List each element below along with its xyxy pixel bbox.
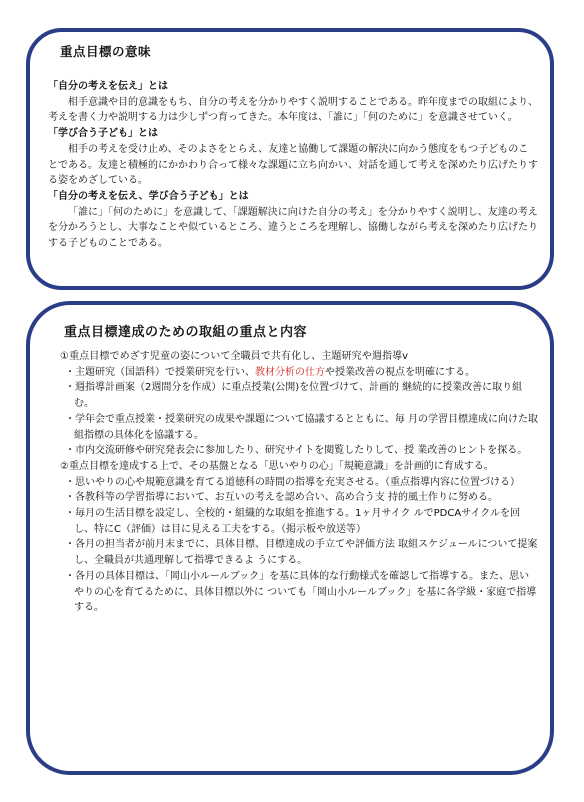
section-title-initiatives: 重点目標達成のための取組の重点と内容 bbox=[64, 325, 308, 340]
point1-bullet-1-before: ・主題研究（国語科）で授業研究を行い、 bbox=[65, 366, 255, 378]
point2-bullet-2: ・各教科等の学習指導において、お互いの考えを認め合い、高め合う支 持的風土作りに努める。 bbox=[65, 492, 498, 504]
meaning-content bbox=[48, 79, 538, 252]
point2-bullet-4: ・各月の担当者が前月末までに、具体目標、目標達成の手立てや評価方法 取組スケジュールについて提案し、全職員が共通理解して指導できるよ うにする。 bbox=[65, 539, 538, 567]
point1-bullet-2: ・週指導計画案（2週間分を作成）に重点授業(公開)を位置づけて、計画的 継続的に授業改善に取り組む。 bbox=[65, 382, 523, 410]
point1-bullet-4: ・市内交流研修や研究発表会に参加したり、研究サイトを閲覧したりして、授 業改善のヒントを探る。 bbox=[65, 445, 528, 457]
desc-convey: 相手意識や目的意識をもち、自分の考えを分かりやすく説明することである。昨年度までの取組により、考えを書く力や説明する力は少しずつ育ってきた。本年度は、「誰に」「何のために」を意識させていく。 bbox=[48, 96, 538, 124]
desc-learn-together: 相手の考えを受け止め、そのよさをとらえ、友達と協働して課題の解決に向かう態度をもつ子どものことである。友達と積極的にかかわり合って様々な課題に立ち向かい、対話を通して考えを深めたり広げたりする姿をめざしている。 bbox=[48, 143, 538, 187]
point2-bullet-1: ・思いやりの心や規範意識を育てる道徳科の時間の指導を充実させる。（重点指導内容に位置づける） bbox=[65, 476, 520, 488]
point2-bullet-5: ・各月の具体目標は、「岡山小ルールブック」を基に具体的な行動様式を確認して指導する。また、思いやりの心を育てるために、具体目標以外に ついても「岡山小ルールブック」を基に各学級・家庭で指導する。 bbox=[65, 570, 537, 614]
point1-bullet-1 bbox=[60, 365, 538, 381]
term-learn-together: 「学び合う子ども」とは bbox=[48, 128, 158, 140]
point2-heading: ②重点目標を達成する上で、その基盤となる「思いやりの心」「規範意識」を計画的に育成する。 bbox=[60, 460, 494, 472]
point1-bullet-1-after: や授業改善の視点を明確にする。 bbox=[325, 366, 475, 378]
point2-bullet-3: ・毎月の生活目標を設定し、全校的・組織的な取組を推進する。1ヶ月サイク ルでPDCAサイクルを回し、特にC（評価）は目に見える工夫をする。（掲示板や放送等） bbox=[65, 508, 520, 535]
desc-combined: 「誰に」「何のために」を意識して、「課題解決に向けた自分の考え」を分かりやすく説明し、友達の考えを分かろうとし、大事なことや似ているところ、違うところを理解し、協働しながら考えを深めたり広げたりする子どものことである。 bbox=[48, 206, 538, 250]
term-combined: 「自分の考えを伝え、学び合う子ども」とは bbox=[48, 190, 249, 202]
initiatives-content bbox=[60, 349, 538, 616]
term-convey: 「自分の考えを伝え」とは bbox=[48, 81, 168, 92]
point1-heading: ①重点目標でめざす児童の姿について全職員で共有化し、主題研究や週指導v bbox=[60, 351, 409, 362]
point1-bullet-3: ・学年会で重点授業・授業研究の成果や課題について協議するとともに、毎 月の学習目標達成に向けた取組指標の具体化を協議する。 bbox=[65, 413, 538, 441]
section-title-meaning: 重点目標の意味 bbox=[60, 44, 152, 59]
point1-bullet-1-highlight: 教材分析の仕方 bbox=[255, 366, 325, 378]
